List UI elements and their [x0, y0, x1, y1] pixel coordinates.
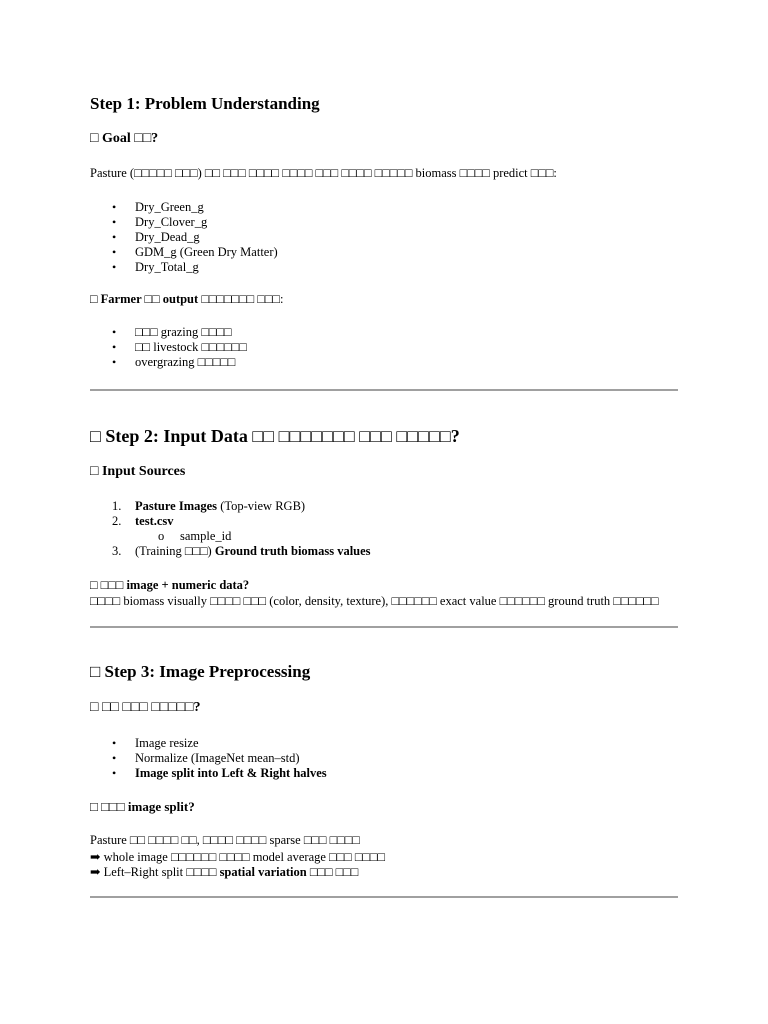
bullet: • [112, 325, 117, 339]
bullet: • [112, 766, 117, 780]
bullet: • [112, 215, 117, 229]
preprocessing-list [90, 736, 327, 781]
split-line-1: Pasture □□ □□□□ □□, □□□□ □□□□ sparse □□□ □□□□ [90, 833, 360, 847]
list-item: • □□ livestock □□□□□□ [112, 340, 247, 354]
bullet: • [112, 355, 117, 369]
list-item: • GDM_g (Green Dry Matter) [112, 245, 278, 259]
bullet: • [112, 230, 117, 244]
what-heading: □ □□ □□□ □□□□□? [90, 700, 201, 715]
list-item: • Image split into Left & Right halves [112, 766, 327, 780]
list-item: • Image resize [112, 736, 199, 750]
sub-list-item: o sample_id [158, 529, 232, 543]
goal-text: Pasture (□□□□□ □□□) □□ □□□ □□□□ □□□□ □□□ □□□□ □□□□□ biomass □□□□ predict □□□: [90, 166, 557, 180]
input-sources-list [90, 499, 371, 559]
farmer-line [90, 292, 283, 307]
divider [90, 389, 678, 391]
divider [90, 896, 678, 898]
list-item: 2. test.csv [112, 514, 174, 528]
list-item: • □□□ grazing □□□□ [112, 325, 232, 339]
step1-title: Step 1: Problem Understanding [90, 94, 320, 113]
farmer-bold: □ Farmer □□ output [90, 292, 199, 306]
why-heading: □ □□□ image + numeric data? [90, 578, 250, 592]
why-text: □□□□ biomass visually □□□□ □□□ (color, density, texture), □□□□□□ exact value □□□□□□ ground truth □□□□□□ [90, 594, 659, 608]
goal-heading: □ Goal □□? [90, 131, 159, 146]
list-item: • Dry_Total_g [112, 260, 199, 274]
split-line-2: ➡ whole image □□□□□□ □□□□ model average □□□ □□□□ [90, 850, 386, 864]
farmer-uses-list [90, 325, 247, 370]
list-item: 1. Pasture Images (Top-view RGB) [112, 499, 306, 513]
bullet: • [112, 260, 117, 274]
split-line-3: ➡ Left–Right split □□□□ spatial variation □□□ □□□ [90, 865, 359, 879]
bullet: • [112, 751, 117, 765]
step3-title: □ Step 3: Image Preprocessing [90, 662, 311, 681]
list-item: • Normalize (ImageNet mean–std) [112, 751, 300, 765]
list-item: • Dry_Clover_g [112, 215, 208, 229]
list-item: • overgrazing □□□□□ [112, 355, 236, 369]
list-item: 3. (Training □□□) Ground truth biomass values [112, 544, 371, 558]
divider [90, 626, 678, 628]
bullet: • [112, 200, 117, 214]
split-heading: □ □□□ image split? [90, 799, 195, 814]
farmer-rest: □□□□□□□ □□□: [198, 292, 284, 306]
target-list [90, 200, 278, 275]
bullet: • [112, 245, 117, 259]
bullet: • [112, 340, 117, 354]
step2-title: □ Step 2: Input Data □□ □□□□□□□ □□□ □□□□□? [90, 426, 460, 446]
bullet: • [112, 736, 117, 750]
list-item: • Dry_Dead_g [112, 230, 200, 244]
list-item: • Dry_Green_g [112, 200, 204, 214]
input-sources-heading: □ Input Sources [90, 464, 186, 479]
